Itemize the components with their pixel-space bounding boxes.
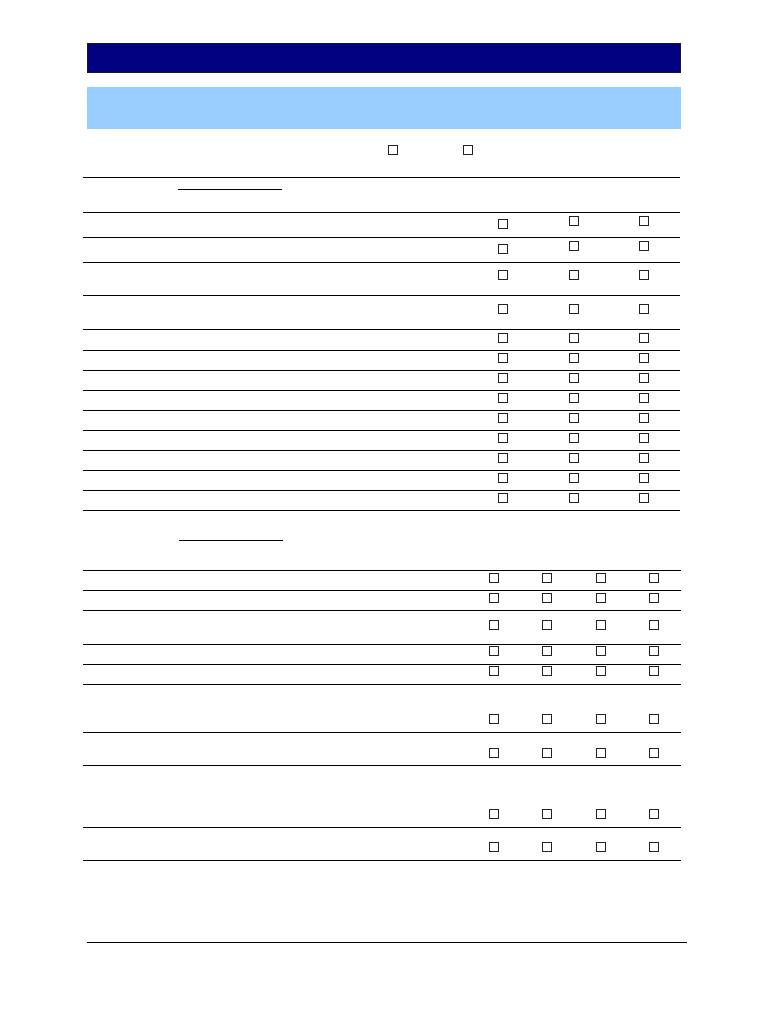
section-2-row-2-col-1-checkbox[interactable] [489,593,499,603]
section-2-row-2-col-3-checkbox[interactable] [596,593,606,603]
section-2-row-5-col-4-checkbox[interactable] [649,666,659,676]
section-2-row-3-col-4-checkbox[interactable] [649,620,659,630]
section-1-row-4-col-1-checkbox[interactable] [498,304,508,314]
intro-option-1-checkbox[interactable] [388,145,398,155]
intro-option-2-checkbox[interactable] [463,145,473,155]
section-1-row-8-col-3-checkbox[interactable] [639,393,649,403]
section-1-row-rule [83,390,680,391]
section-1-row-1-col-2-checkbox[interactable] [569,216,579,226]
section-2-row-4-col-1-checkbox[interactable] [489,646,499,656]
section-1-row-rule [83,212,680,213]
footer-rule [87,942,687,943]
section-1-row-3-col-3-checkbox[interactable] [639,270,649,280]
section-2-row-rule [83,590,681,591]
section-2-row-1-col-3-checkbox[interactable] [596,573,606,583]
section-1-row-2-col-3-checkbox[interactable] [639,241,649,251]
section-2-row-9-col-1-checkbox[interactable] [489,842,499,852]
section-2-row-1-col-1-checkbox[interactable] [489,573,499,583]
section-1-row-10-col-3-checkbox[interactable] [639,433,649,443]
section-2-row-1-col-4-checkbox[interactable] [649,573,659,583]
section-1-row-2-col-1-checkbox[interactable] [498,244,508,254]
section-2-row-4-col-4-checkbox[interactable] [649,646,659,656]
section-1-row-1-col-1-checkbox[interactable] [498,219,508,229]
section-1-row-4-col-2-checkbox[interactable] [569,304,579,314]
section-2-row-3-col-1-checkbox[interactable] [489,620,499,630]
section-2-row-3-col-3-checkbox[interactable] [596,620,606,630]
section-1-row-13-col-1-checkbox[interactable] [498,493,508,503]
section-2-row-rule [83,765,681,766]
section-1-row-rule [83,262,680,263]
section-2-row-5-col-3-checkbox[interactable] [596,666,606,676]
section-1-row-rule [83,430,680,431]
section-1-row-8-col-1-checkbox[interactable] [498,393,508,403]
section-1-row-7-col-1-checkbox[interactable] [498,373,508,383]
section-1-row-rule [83,510,680,511]
section-2-row-8-col-3-checkbox[interactable] [596,809,606,819]
section-1-row-rule [83,350,680,351]
form-title-bar [87,43,681,73]
section-2-row-6-col-2-checkbox[interactable] [542,714,552,724]
section-2-heading-field[interactable] [179,540,283,541]
section-2-row-2-col-2-checkbox[interactable] [542,593,552,603]
section-1-row-rule [83,329,680,330]
section-1-row-rule [83,410,680,411]
section-1-row-1-col-3-checkbox[interactable] [639,216,649,226]
section-1-row-5-col-3-checkbox[interactable] [639,333,649,343]
section-1-row-5-col-1-checkbox[interactable] [498,333,508,343]
section-2-row-5-col-2-checkbox[interactable] [542,666,552,676]
section-1-row-rule [83,470,680,471]
section-1-row-rule [83,490,680,491]
section-1-row-4-col-3-checkbox[interactable] [639,304,649,314]
section-1-row-9-col-3-checkbox[interactable] [639,413,649,423]
section-1-row-rule [83,450,680,451]
section-1-row-rule [83,370,680,371]
section-2-row-9-col-3-checkbox[interactable] [596,842,606,852]
section-2-row-8-col-1-checkbox[interactable] [489,809,499,819]
section-1-row-2-col-2-checkbox[interactable] [569,241,579,251]
section-1-row-12-col-2-checkbox[interactable] [569,473,579,483]
section-1-row-11-col-3-checkbox[interactable] [639,453,649,463]
section-1-row-7-col-3-checkbox[interactable] [639,373,649,383]
section-1-row-6-col-3-checkbox[interactable] [639,353,649,363]
section-1-row-11-col-1-checkbox[interactable] [498,453,508,463]
section-1-row-11-col-2-checkbox[interactable] [569,453,579,463]
section-2-row-1-col-2-checkbox[interactable] [542,573,552,583]
section-1-row-6-col-2-checkbox[interactable] [569,353,579,363]
section-1-row-5-col-2-checkbox[interactable] [569,333,579,343]
form-subtitle-bar [87,87,681,129]
section-1-row-13-col-3-checkbox[interactable] [639,493,649,503]
section-2-row-7-col-3-checkbox[interactable] [596,748,606,758]
section-2-row-4-col-3-checkbox[interactable] [596,646,606,656]
section-2-row-7-col-2-checkbox[interactable] [542,748,552,758]
section-1-row-9-col-2-checkbox[interactable] [569,413,579,423]
section-2-row-8-col-4-checkbox[interactable] [649,809,659,819]
section-2-row-2-col-4-checkbox[interactable] [649,593,659,603]
section-2-row-6-col-4-checkbox[interactable] [649,714,659,724]
section-2-row-rule [83,684,681,685]
section-2-row-rule [83,860,681,861]
section-1-heading-field[interactable] [178,189,282,190]
section-1-row-rule [83,237,680,238]
section-2-row-rule [83,570,681,571]
section-1-row-6-col-1-checkbox[interactable] [498,353,508,363]
section-2-row-rule [83,610,681,611]
section-2-row-rule [83,664,681,665]
section-2-row-4-col-2-checkbox[interactable] [542,646,552,656]
section-1-row-13-col-2-checkbox[interactable] [569,493,579,503]
section-2-row-9-col-4-checkbox[interactable] [649,842,659,852]
section-1-row-3-col-1-checkbox[interactable] [498,270,508,280]
section-1-row-9-col-1-checkbox[interactable] [498,413,508,423]
section-1-row-3-col-2-checkbox[interactable] [569,270,579,280]
section-2-row-6-col-1-checkbox[interactable] [489,714,499,724]
section-2-row-7-col-4-checkbox[interactable] [649,748,659,758]
section-1-row-7-col-2-checkbox[interactable] [569,373,579,383]
section-1-row-12-col-3-checkbox[interactable] [639,473,649,483]
section-1-top-rule [83,177,680,178]
section-2-row-6-col-3-checkbox[interactable] [596,714,606,724]
section-1-row-8-col-2-checkbox[interactable] [569,393,579,403]
section-2-row-9-col-2-checkbox[interactable] [542,842,552,852]
section-1-row-12-col-1-checkbox[interactable] [498,473,508,483]
section-2-row-3-col-2-checkbox[interactable] [542,620,552,630]
section-2-row-rule [83,827,681,828]
section-2-row-rule [83,644,681,645]
section-1-row-rule [83,295,680,296]
section-2-row-7-col-1-checkbox[interactable] [489,748,499,758]
section-2-row-rule [83,732,681,733]
section-2-row-8-col-2-checkbox[interactable] [542,809,552,819]
section-1-row-10-col-1-checkbox[interactable] [498,433,508,443]
section-1-row-10-col-2-checkbox[interactable] [569,433,579,443]
section-2-row-5-col-1-checkbox[interactable] [489,666,499,676]
